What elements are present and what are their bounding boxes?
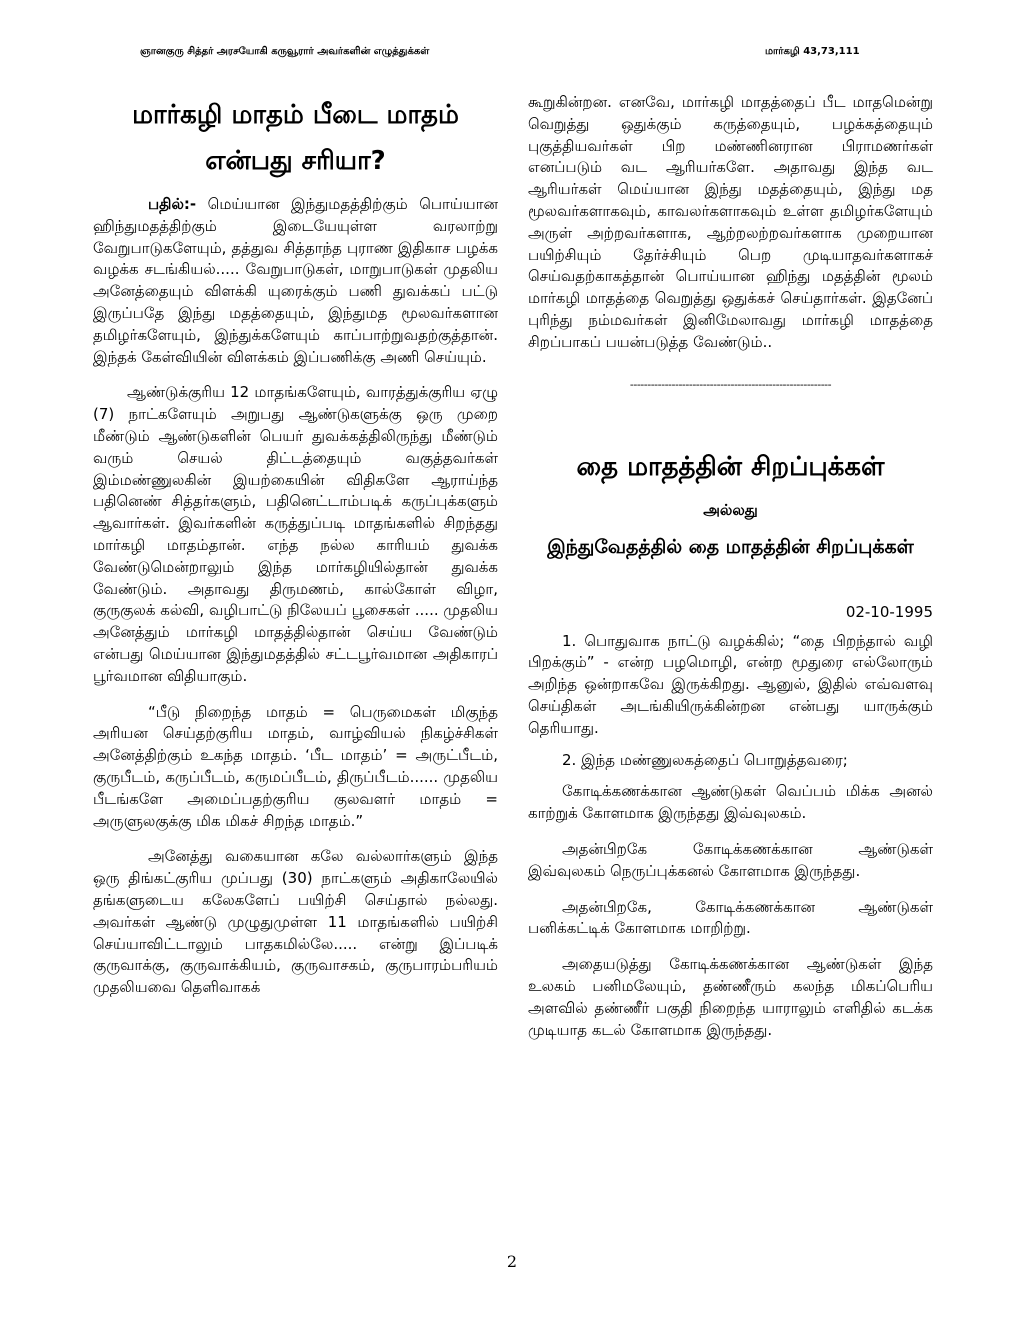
running-header: ஞானகுரு சித்தர் அரசயோகி கருவூரார் அவர்களின் எழுத்துக்கள் — [140, 46, 430, 57]
header-reference: மார்கழி 43,73,111 — [765, 46, 860, 57]
right-column — [528, 92, 933, 1041]
numbered-paragraph: 1. பொதுவாக நாட்டு வழக்கில்; “தை பிறந்தால் வழி பிறக்கும்” - என்ற பழமொழி, என்ற மூதுரை எல்லோரும் அறிந்த ஒன்றாகவே இருக்கிறது. ஆனுல், இதில் எவ்வளவு செய்திகள் அடங்கியிருக்கின்றன என்பது யாருக்கும் தெரியாது. — [528, 631, 933, 737]
section-divider: ---------------------------------------------------------- — [629, 377, 832, 391]
article-title-line2: என்பது சரியா? — [205, 146, 386, 176]
numbered-paragraph: 2. இந்த மண்ணுலகத்தைப் பொறுத்தவரை; — [562, 750, 848, 769]
answer-label: பதில்:- — [148, 195, 197, 213]
paragraph: அதன்பிறகே கோடிக்கணக்கான ஆண்டுகள் இவ்வுலகம் நெருப்புக்கனல் கோளமாக இருந்தது. — [528, 839, 933, 880]
section-alt-label: அல்லது — [703, 500, 758, 519]
article-date: 02-10-1995 — [845, 602, 933, 621]
paragraph-continued: கூறுகின்றன. எனவே, மார்கழி மாதத்தைப் பீட மாதமென்று வெறுத்து ஒதுக்கும் கருத்தையும், பழக்கத்தையும் புகுத்தியவர்கள் பிற மண்ணினரான பிராமணர்கள் எனப்படும் வட ஆரியர்களே. அதாவது இந்த வட ஆரியர்கள் மெய்யான இந்து மதத்தையும், இந்து மத மூலவர்களாகவும், காவலர்களாகவும் உள்ள தமிழர்களேயும் அருள் அற்றவர்களாக, ஆற்றலற்றவர்களாக முறையான பயிற்சியும் தேர்ச்சியும் பெற முடியாதவர்களாகச் செய்வதற்காகத்தான் பொய்யான ஹிந்து மதத்தின் மூலம் மார்கழி மாதத்தை வெறுத்து ஒதுக்கச் செய்தார்கள். இதனேப் புரிந்து நம்மவர்கள் இனிமேலாவது மார்கழி மாதத்தை சிறப்பாகப் பயன்படுத்த வேண்டும்.. — [528, 93, 933, 351]
quote-paragraph: “பீடு நிறைந்த மாதம் = பெருமைகள் மிகுந்த அரியன செய்தற்குரிய மாதம், வாழ்வியல் நிகழ்ச்சிகள் அனேத்திற்கும் உகந்த மாதம். ‘பீட மாதம்’ = அருட்பீடம், குருபீடம், கருப்பீடம், கருமப்பீடம், திருப்பீடம்...... முதலிய பீடங்களே அமைப்பதற்குரிய குலவளர் மாதம் = அருளுலகுக்கு மிக மிகச் சிறந்த மாதம்.” — [93, 702, 498, 830]
answer-text: மெய்யான இந்துமதத்திற்கும் பொய்யான ஹிந்துமதத்திற்கும் இடையேயுள்ள வரலாற்று வேறுபாடுகளேயும், தத்துவ சித்தாந்த புராண இதிகாச பழக்க வழக்க சடங்கியல்..... வேறுபாடுகள், மாறுபாடுகள் முதலிய அனேத்தையும் விளக்கி யுரைக்கும் பணி துவக்கப் பட்டு இருப்பதே இந்து மதத்தையும், இந்துமத மூலவர்களான தமிழர்களேயும், இந்துக்களேயும் காப்பாற்றுவதற்குத்தான். இந்தக் கேள்வியின் விளக்கம் இப்பணிக்கு அணி செய்யும். — [93, 195, 498, 366]
paragraph: அனேத்து வகையான கலே வல்லார்களும் இந்த ஒரு திங்கட்குரிய முப்பது (30) நாட்களும் அதிகாலேயில் தங்களுடைய கலேகளேப் பயிற்சி செய்தால் நல்லது. அவர்கள் ஆண்டு முழுதுமுள்ள 11 மாதங்களில் பயிற்சி செய்யாவிட்டாலும் பாதகமில்லே..... என்று இப்படிக் குருவாக்கு, குருவாக்கியம், குருவாசகம், குருபாரம்பரியம் முதலியவை தெளிவாகக் — [93, 847, 498, 997]
paragraph: ஆண்டுக்குரிய 12 மாதங்களேயும், வாரத்துக்குரிய ஏழு (7) நாட்களேயும் அறுபது ஆண்டுகளுக்கு ஒரு முறை மீண்டும் ஆண்டுகளின் பெயர் துவக்கத்திலிருந்து மீண்டும் வரும் செயல் திட்டத்தையும் வகுத்தவர்கள் இம்மண்ணுலகின் இயற்கையின் விதிகளே ஆராய்ந்த பதினெண் சித்தர்களும், பதினெட்டாம்படிக் கருப்புக்களும் ஆவார்கள். இவர்களின் கருத்துப்படி மாதங்களில் சிறந்தது மார்கழி மாதம்தான். எந்த நல்ல காரியம் துவக்க வேண்டுமென்றாலும் இந்த மார்கழியில்தான் துவக்க வேண்டும். அதாவது திருமணம், கால்கோள் விழா, குருகுலக் கல்வி, வழிபாட்டு நிலேயப் பூசைகள் ..... முதலிய அனேத்தும் மார்கழி மாதத்தில்தான் செய்ய வேண்டும் என்பது மெய்யான இந்துமதத்தில் சட்டபூர்வமான அதிகாரப் பூர்வமான விதியாகும். — [93, 383, 498, 685]
paragraph: கோடிக்கணக்கான ஆண்டுகள் வெப்பம் மிக்க அனல் காற்றுக் கோளமாக இருந்தது இவ்வுலகம். — [528, 782, 933, 823]
section-subtitle: இந்துவேதத்தில் தை மாதத்தின் சிறப்புக்கள் — [547, 535, 914, 558]
page-number: 2 — [506, 1252, 518, 1271]
answer-paragraph — [93, 194, 498, 368]
article-title-line1: மார்கழி மாதம் பீடை மாதம் — [132, 100, 459, 130]
left-column — [93, 92, 498, 999]
section-title: தை மாதத்தின் சிறப்புக்கள் — [576, 451, 885, 482]
paragraph: அதையடுத்து கோடிக்கணக்கான ஆண்டுகள் இந்த உலகம் பனிமலேயும், தண்ணீரும் கலந்த மிகப்பெரிய அளவில் தண்ணீர் பகுதி நிறைந்த யாராலும் எளிதில் கடக்க முடியாத கடல் கோளமாக இருந்தது. — [528, 955, 933, 1039]
paragraph: அதன்பிறகே, கோடிக்கணக்கான ஆண்டுகள் பனிக்கட்டிக் கோளமாக மாறிற்று. — [528, 897, 933, 938]
